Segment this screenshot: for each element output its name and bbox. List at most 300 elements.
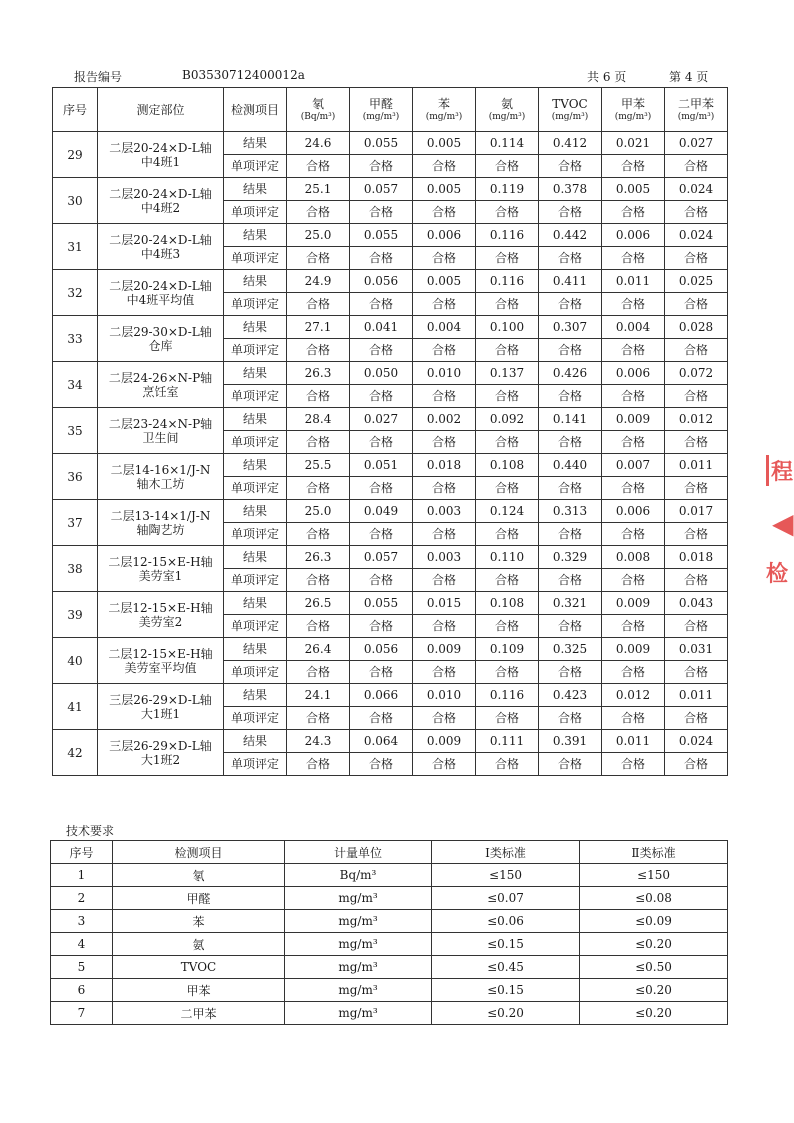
tech-row [51, 1002, 728, 1025]
header-radon [287, 88, 350, 132]
evaluation-value: 合格 [539, 247, 602, 270]
ammonia-label: 氨 [500, 96, 513, 111]
result-value: 0.009 [413, 730, 476, 753]
result-value: 0.391 [539, 730, 602, 753]
location-cell [98, 638, 224, 684]
evaluation-value: 合格 [476, 339, 539, 362]
result-value: 26.3 [287, 546, 350, 569]
location-line-1: 二层29-30×D-L轴 [109, 324, 212, 339]
result-value: 0.007 [602, 454, 665, 477]
tech-unit: mg/m³ [285, 979, 432, 1002]
result-value: 0.442 [539, 224, 602, 247]
tech-class2: ≤0.09 [580, 910, 728, 933]
result-value: 0.012 [602, 684, 665, 707]
location-line-2: 烹饪室 [142, 384, 179, 399]
evaluation-value: 合格 [539, 385, 602, 408]
evaluation-value: 合格 [602, 201, 665, 224]
location-line-2: 轴陶艺坊 [136, 522, 185, 537]
evaluation-value: 合格 [539, 661, 602, 684]
location-cell [98, 500, 224, 546]
result-value: 0.031 [665, 638, 728, 661]
toluene-label: 甲苯 [620, 96, 645, 111]
tvoc-label: TVOC [552, 96, 588, 111]
evaluation-value: 合格 [287, 661, 350, 684]
result-value: 27.1 [287, 316, 350, 339]
location-line-1: 二层12-15×E-H轴 [108, 600, 213, 615]
location-cell [98, 224, 224, 270]
result-value: 0.055 [350, 224, 413, 247]
result-value: 0.003 [413, 546, 476, 569]
evaluation-value: 合格 [665, 201, 728, 224]
report-header [52, 68, 727, 86]
header-tvoc [539, 88, 602, 132]
location-cell [98, 132, 224, 178]
result-value: 0.057 [350, 546, 413, 569]
benzene-label: 苯 [437, 96, 450, 111]
tech-header-class2: Ⅱ类标准 [580, 841, 728, 864]
evaluation-value: 合格 [413, 155, 476, 178]
evaluation-value: 合格 [539, 753, 602, 776]
tech-class2: ≤0.20 [580, 933, 728, 956]
results-table [52, 87, 728, 776]
evaluation-value: 合格 [602, 431, 665, 454]
location-cell [98, 316, 224, 362]
current-page: 第 4 页 [669, 70, 709, 84]
evaluation-value: 合格 [665, 753, 728, 776]
result-value: 0.011 [602, 730, 665, 753]
result-value: 0.116 [476, 224, 539, 247]
evaluation-value: 合格 [476, 431, 539, 454]
evaluation-value: 合格 [539, 431, 602, 454]
result-value: 0.025 [665, 270, 728, 293]
evaluation-value: 合格 [476, 201, 539, 224]
location-line-1: 二层12-15×E-H轴 [108, 646, 213, 661]
evaluation-label: 单项评定 [224, 247, 287, 270]
tech-no: 7 [51, 1002, 113, 1025]
evaluation-value: 合格 [287, 615, 350, 638]
header-benzene [413, 88, 476, 132]
evaluation-value: 合格 [665, 477, 728, 500]
result-value: 0.109 [476, 638, 539, 661]
result-value: 0.009 [602, 408, 665, 431]
tech-class2: ≤150 [580, 864, 728, 887]
report-number: B03530712400012a [182, 68, 305, 82]
result-value: 0.114 [476, 132, 539, 155]
result-value: 0.329 [539, 546, 602, 569]
location-line-2: 中4班3 [140, 246, 181, 261]
evaluation-label: 单项评定 [224, 201, 287, 224]
tech-class1: ≤0.15 [432, 933, 580, 956]
evaluation-label: 单项评定 [224, 385, 287, 408]
evaluation-value: 合格 [287, 339, 350, 362]
result-label: 结果 [224, 224, 287, 247]
benzene-unit: (mg/m³) [425, 111, 463, 122]
result-value: 0.008 [602, 546, 665, 569]
tech-row [51, 933, 728, 956]
result-value: 0.011 [602, 270, 665, 293]
evaluation-value: 合格 [602, 247, 665, 270]
result-value: 0.011 [665, 454, 728, 477]
evaluation-value: 合格 [476, 661, 539, 684]
row-number: 36 [53, 454, 98, 500]
evaluation-value: 合格 [602, 615, 665, 638]
tech-item: 甲苯 [113, 979, 285, 1002]
result-value: 0.064 [350, 730, 413, 753]
evaluation-value: 合格 [665, 293, 728, 316]
evaluation-value: 合格 [350, 339, 413, 362]
evaluation-value: 合格 [287, 569, 350, 592]
header-toluene [602, 88, 665, 132]
row-number: 33 [53, 316, 98, 362]
result-value: 0.055 [350, 592, 413, 615]
tech-row [51, 910, 728, 933]
evaluation-value: 合格 [350, 201, 413, 224]
tech-row [51, 956, 728, 979]
location-line-1: 二层14-16×1/J-N [110, 462, 211, 477]
result-label: 结果 [224, 132, 287, 155]
result-value: 0.137 [476, 362, 539, 385]
evaluation-value: 合格 [413, 201, 476, 224]
location-line-2: 美劳室平均值 [124, 660, 197, 675]
result-value: 0.108 [476, 592, 539, 615]
evaluation-value: 合格 [413, 247, 476, 270]
location-line-1: 二层20-24×D-L轴 [109, 186, 212, 201]
evaluation-value: 合格 [602, 155, 665, 178]
evaluation-value: 合格 [350, 753, 413, 776]
result-value: 26.5 [287, 592, 350, 615]
evaluation-value: 合格 [350, 569, 413, 592]
tvoc-unit: (mg/m³) [551, 111, 589, 122]
location-line-1: 二层23-24×N-P轴 [108, 416, 213, 431]
formaldehyde-unit: (mg/m³) [362, 111, 400, 122]
location-cell [98, 270, 224, 316]
result-value: 0.017 [665, 500, 728, 523]
evaluation-value: 合格 [539, 569, 602, 592]
result-value: 0.009 [413, 638, 476, 661]
result-value: 0.009 [602, 638, 665, 661]
result-value: 0.056 [350, 270, 413, 293]
location-cell [98, 592, 224, 638]
tech-item: 二甲苯 [113, 1002, 285, 1025]
result-value: 0.021 [602, 132, 665, 155]
location-line-2: 中4班1 [140, 154, 181, 169]
evaluation-value: 合格 [602, 477, 665, 500]
location-line-2: 大1班2 [140, 752, 181, 767]
evaluation-value: 合格 [350, 707, 413, 730]
results-body [53, 132, 728, 776]
result-row [53, 132, 728, 155]
location-cell [98, 408, 224, 454]
tech-row [51, 979, 728, 1002]
header-location: 测定部位 [98, 88, 224, 132]
location-line-1: 三层26-29×D-L轴 [109, 692, 212, 707]
result-value: 25.0 [287, 500, 350, 523]
evaluation-value: 合格 [350, 293, 413, 316]
result-value: 0.003 [413, 500, 476, 523]
evaluation-value: 合格 [476, 707, 539, 730]
row-number: 37 [53, 500, 98, 546]
result-row [53, 638, 728, 661]
result-value: 0.010 [413, 684, 476, 707]
tech-row [51, 864, 728, 887]
tech-item: 甲醛 [113, 887, 285, 910]
seal-glyph-bottom: 检 [766, 562, 789, 587]
evaluation-label: 单项评定 [224, 523, 287, 546]
evaluation-value: 合格 [539, 615, 602, 638]
result-value: 0.006 [602, 224, 665, 247]
result-value: 24.9 [287, 270, 350, 293]
row-number: 42 [53, 730, 98, 776]
tech-unit: mg/m³ [285, 1002, 432, 1025]
result-value: 26.3 [287, 362, 350, 385]
evaluation-value: 合格 [287, 385, 350, 408]
result-value: 0.004 [413, 316, 476, 339]
evaluation-value: 合格 [476, 523, 539, 546]
tech-item: 氡 [113, 864, 285, 887]
location-line-1: 二层24-26×N-P轴 [108, 370, 213, 385]
result-value: 0.024 [665, 178, 728, 201]
location-line-2: 轴木工坊 [136, 476, 185, 491]
evaluation-value: 合格 [665, 523, 728, 546]
radon-label: 氡 [311, 96, 324, 111]
header-no: 序号 [53, 88, 98, 132]
row-number: 32 [53, 270, 98, 316]
result-value: 0.050 [350, 362, 413, 385]
tech-class2: ≤0.50 [580, 956, 728, 979]
result-value: 26.4 [287, 638, 350, 661]
result-value: 25.1 [287, 178, 350, 201]
tech-class1: ≤150 [432, 864, 580, 887]
location-line-1: 三层26-29×D-L轴 [109, 738, 212, 753]
row-number: 39 [53, 592, 98, 638]
result-value: 0.005 [413, 178, 476, 201]
result-value: 0.057 [350, 178, 413, 201]
evaluation-value: 合格 [476, 155, 539, 178]
evaluation-value: 合格 [476, 753, 539, 776]
result-value: 0.110 [476, 546, 539, 569]
evaluation-value: 合格 [413, 615, 476, 638]
evaluation-value: 合格 [350, 155, 413, 178]
tech-header-unit: 计量单位 [285, 841, 432, 864]
tech-header-row [51, 841, 728, 864]
evaluation-value: 合格 [413, 339, 476, 362]
evaluation-value: 合格 [413, 385, 476, 408]
result-value: 0.005 [413, 132, 476, 155]
evaluation-value: 合格 [665, 661, 728, 684]
result-value: 0.423 [539, 684, 602, 707]
result-row [53, 178, 728, 201]
location-line-1: 二层13-14×1/J-N [110, 508, 211, 523]
evaluation-label: 单项评定 [224, 569, 287, 592]
tech-unit: Bq/m³ [285, 864, 432, 887]
tech-unit: mg/m³ [285, 910, 432, 933]
evaluation-value: 合格 [413, 753, 476, 776]
result-value: 0.141 [539, 408, 602, 431]
evaluation-value: 合格 [665, 155, 728, 178]
evaluation-value: 合格 [539, 293, 602, 316]
result-value: 0.072 [665, 362, 728, 385]
result-value: 0.009 [602, 592, 665, 615]
tech-class1: ≤0.20 [432, 1002, 580, 1025]
evaluation-value: 合格 [287, 753, 350, 776]
location-line-2: 美劳室2 [138, 614, 183, 629]
result-value: 0.116 [476, 270, 539, 293]
location-line-1: 二层20-24×D-L轴 [109, 140, 212, 155]
tech-no: 6 [51, 979, 113, 1002]
result-row [53, 730, 728, 753]
result-value: 0.321 [539, 592, 602, 615]
radon-unit: (Bq/m³) [300, 111, 336, 122]
result-value: 0.426 [539, 362, 602, 385]
evaluation-label: 单项评定 [224, 339, 287, 362]
seal-arrow-icon: ◀ [772, 507, 794, 540]
evaluation-value: 合格 [476, 293, 539, 316]
tech-item: 苯 [113, 910, 285, 933]
result-value: 0.119 [476, 178, 539, 201]
total-pages: 共 6 页 [587, 70, 627, 84]
result-value: 0.005 [413, 270, 476, 293]
tech-class2: ≤0.08 [580, 887, 728, 910]
result-value: 0.051 [350, 454, 413, 477]
header-ammonia [476, 88, 539, 132]
evaluation-value: 合格 [476, 477, 539, 500]
evaluation-value: 合格 [665, 431, 728, 454]
result-value: 0.011 [665, 684, 728, 707]
result-row [53, 224, 728, 247]
row-number: 31 [53, 224, 98, 270]
result-value: 0.006 [602, 500, 665, 523]
result-value: 0.024 [665, 730, 728, 753]
result-value: 0.027 [350, 408, 413, 431]
evaluation-label: 单项评定 [224, 661, 287, 684]
evaluation-value: 合格 [413, 431, 476, 454]
result-value: 0.307 [539, 316, 602, 339]
tech-requirements-table [50, 840, 728, 1025]
evaluation-value: 合格 [413, 569, 476, 592]
location-cell [98, 546, 224, 592]
result-value: 0.028 [665, 316, 728, 339]
tech-no: 4 [51, 933, 113, 956]
result-value: 25.0 [287, 224, 350, 247]
xylene-label: 二甲苯 [677, 96, 714, 111]
result-value: 0.111 [476, 730, 539, 753]
official-seal [760, 455, 794, 615]
result-value: 0.313 [539, 500, 602, 523]
tech-class2: ≤0.20 [580, 979, 728, 1002]
result-row [53, 316, 728, 339]
result-value: 0.108 [476, 454, 539, 477]
result-value: 0.012 [665, 408, 728, 431]
evaluation-value: 合格 [476, 615, 539, 638]
location-line-2: 中4班平均值 [126, 292, 195, 307]
tech-item: 氨 [113, 933, 285, 956]
tech-class1: ≤0.07 [432, 887, 580, 910]
result-value: 0.411 [539, 270, 602, 293]
result-value: 0.018 [413, 454, 476, 477]
result-row [53, 500, 728, 523]
row-number: 29 [53, 132, 98, 178]
tech-unit: mg/m³ [285, 956, 432, 979]
result-label: 结果 [224, 592, 287, 615]
location-line-1: 二层20-24×D-L轴 [109, 232, 212, 247]
result-value: 0.041 [350, 316, 413, 339]
result-value: 0.002 [413, 408, 476, 431]
result-label: 结果 [224, 684, 287, 707]
tech-header-no: 序号 [51, 841, 113, 864]
evaluation-value: 合格 [350, 385, 413, 408]
result-value: 0.055 [350, 132, 413, 155]
result-row [53, 362, 728, 385]
evaluation-value: 合格 [602, 661, 665, 684]
tech-body [51, 864, 728, 1025]
evaluation-value: 合格 [350, 431, 413, 454]
evaluation-value: 合格 [287, 707, 350, 730]
location-line-2: 仓库 [148, 338, 173, 353]
evaluation-value: 合格 [665, 615, 728, 638]
tech-unit: mg/m³ [285, 933, 432, 956]
evaluation-value: 合格 [287, 155, 350, 178]
evaluation-label: 单项评定 [224, 477, 287, 500]
result-value: 0.027 [665, 132, 728, 155]
tech-unit: mg/m³ [285, 887, 432, 910]
location-cell [98, 454, 224, 500]
header-xylene [665, 88, 728, 132]
result-value: 0.116 [476, 684, 539, 707]
tech-no: 5 [51, 956, 113, 979]
toluene-unit: (mg/m³) [614, 111, 652, 122]
result-value: 0.010 [413, 362, 476, 385]
evaluation-value: 合格 [350, 247, 413, 270]
result-value: 0.440 [539, 454, 602, 477]
evaluation-value: 合格 [539, 339, 602, 362]
evaluation-value: 合格 [665, 385, 728, 408]
evaluation-value: 合格 [602, 293, 665, 316]
row-number: 30 [53, 178, 98, 224]
location-cell [98, 730, 224, 776]
result-value: 0.015 [413, 592, 476, 615]
location-line-2: 中4班2 [140, 200, 181, 215]
tech-class2: ≤0.20 [580, 1002, 728, 1025]
row-number: 41 [53, 684, 98, 730]
evaluation-value: 合格 [602, 385, 665, 408]
evaluation-value: 合格 [287, 201, 350, 224]
result-value: 0.092 [476, 408, 539, 431]
evaluation-label: 单项评定 [224, 753, 287, 776]
location-line-2: 卫生间 [142, 430, 179, 445]
header-item: 检测项目 [224, 88, 287, 132]
evaluation-label: 单项评定 [224, 431, 287, 454]
evaluation-value: 合格 [287, 247, 350, 270]
result-value: 0.005 [602, 178, 665, 201]
evaluation-value: 合格 [602, 569, 665, 592]
result-value: 0.100 [476, 316, 539, 339]
evaluation-value: 合格 [413, 293, 476, 316]
result-value: 0.325 [539, 638, 602, 661]
xylene-unit: (mg/m³) [677, 111, 715, 122]
evaluation-value: 合格 [413, 661, 476, 684]
evaluation-value: 合格 [539, 155, 602, 178]
evaluation-value: 合格 [665, 339, 728, 362]
evaluation-value: 合格 [665, 569, 728, 592]
evaluation-value: 合格 [602, 523, 665, 546]
header-formaldehyde [350, 88, 413, 132]
formaldehyde-label: 甲醛 [368, 96, 393, 111]
result-label: 结果 [224, 362, 287, 385]
evaluation-value: 合格 [539, 707, 602, 730]
result-label: 结果 [224, 316, 287, 339]
evaluation-value: 合格 [602, 339, 665, 362]
evaluation-value: 合格 [413, 477, 476, 500]
